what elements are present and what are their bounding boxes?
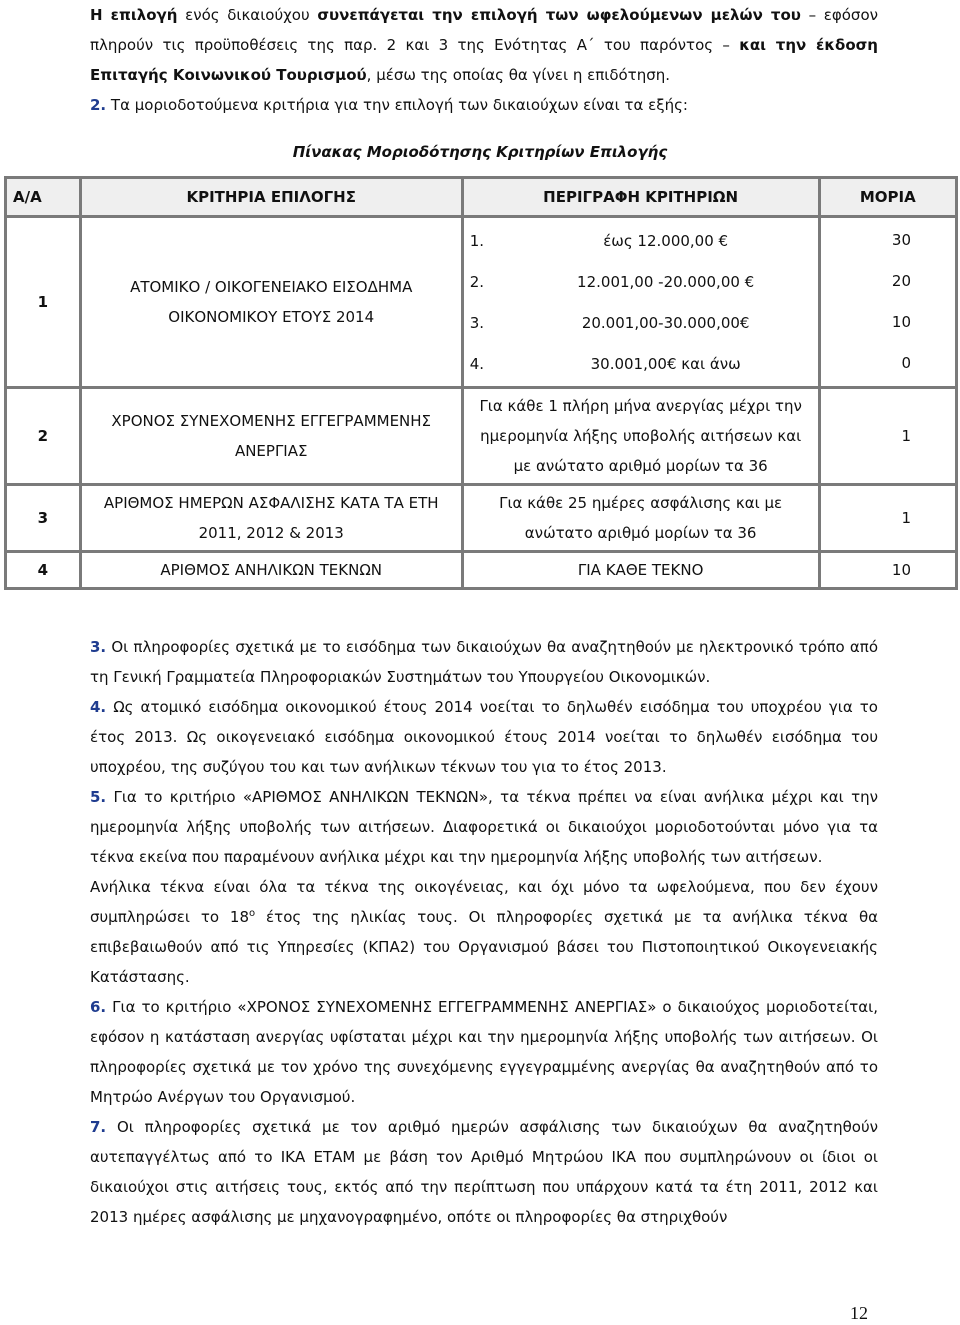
points-cell: 1	[821, 486, 955, 550]
points-cell: 10	[821, 553, 955, 587]
row-number: 1	[7, 218, 79, 386]
band-points: 0	[901, 354, 911, 372]
criterion-line: ΟΙΚΟΝΟΜΙΚΟΥ ΕΤΟΥΣ 2014	[168, 308, 375, 326]
description-line: ημερομηνία λήξης υποβολής αιτήσεων και	[480, 427, 802, 445]
points-cell: 1	[821, 389, 955, 483]
page-number: 12	[850, 1303, 868, 1323]
table-row-income	[7, 218, 955, 386]
band-points: 20	[891, 272, 911, 290]
criterion-cell: ΑΡΙΘΜΟΣ ΑΝΗΛΙΚΩΝ ΤΕΚΝΩΝ	[82, 553, 461, 587]
description-line: Για κάθε 25 ημέρες ασφάλισης και με	[499, 494, 783, 512]
income-band: 3. 20.001,00-30.000,00€	[469, 313, 750, 332]
intro-paragraph	[90, 0, 878, 120]
criterion-line: ΧΡΟΝΟΣ ΣΥΝΕΧΟΜΕΝΗΣ ΕΓΓΕΓΡΑΜΜΕΝΗΣ	[111, 412, 432, 430]
description-line: ανώτατο αριθμό μορίων τα 36	[524, 524, 757, 542]
table-header-row	[7, 179, 955, 215]
table-row-unemployment	[7, 389, 955, 483]
intro-criteria-text: 2. Τα μοριοδοτούμενα κριτήρια για την επιλογή των δικαιούχων είναι τα εξής:	[90, 96, 688, 114]
header-description: ΠΕΡΙΓΡΑΦΗ ΚΡΙΤΗΡΙΩΝ	[464, 179, 818, 215]
note-5-minors: Ανήλικα τέκνα είναι όλα τα τέκνα της οικογένειας, και όχι μόνο τα ωφελούμενα, που δεν έχουν συμπληρώσει το $18^o$ έτος της ηλικίας τους. Οι πληροφορίες σχετικά με τα ανήλικα τέκνα θα επιβεβαιωθούν από τις Υπηρεσίες (ΚΠΑ2) του Οργανισμού βάσει του Πιστοποιητικού Οικογενειακής Κατάστασης.	[90, 878, 879, 986]
description-line: Για κάθε 1 πλήρη μήνα ανεργίας μέχρι την	[479, 397, 802, 415]
row-number: 4	[7, 553, 79, 587]
header-aa: Α/Α	[7, 179, 79, 215]
description-cell: ΓΙΑ ΚΑΘΕ ΤΕΚΝΟ	[464, 553, 818, 587]
table-title: Πίνακας Μοριοδότησης Κριτηρίων Επιλογής	[292, 143, 668, 161]
table-row-children	[7, 553, 955, 587]
criterion-cell	[82, 389, 461, 483]
description-line: με ανώτατο αριθμό μορίων τα 36	[513, 457, 768, 475]
table-row-insurance	[7, 486, 955, 550]
intro-selection-text: Η επιλογή ενός δικαιούχου συνεπάγεται την επιλογή των ωφελούμενων μελών του – εφόσον πληρούν τις προϋποθέσεις της παρ. 2 και 3 της Ενότητας Α΄ του παρόντος – και την έκδοση Επιταγής Κοινωνικού Τουρισμού, μέσω της οποίας θα γίνει η επιδότηση.	[90, 6, 878, 84]
criterion-line: ΑΝΕΡΓΙΑΣ	[234, 442, 308, 460]
header-points: ΜΟΡΙΑ	[821, 179, 955, 215]
criterion-line: ΑΡΙΘΜΟΣ ΗΜΕΡΩΝ ΑΣΦΑΛΙΣΗΣ ΚΑΤΑ ΤΑ ΕΤΗ	[103, 494, 439, 512]
criterion-cell	[82, 218, 461, 386]
income-bands-cell	[464, 218, 818, 386]
criteria-table	[4, 176, 958, 590]
band-points: 30	[891, 231, 911, 249]
row-number: 2	[7, 389, 79, 483]
note-3: 3. Οι πληροφορίες σχετικά με το εισόδημα των δικαιούχων θα αναζητηθούν με ηλεκτρονικό τρόπο από τη Γενική Γραμματεία Πληροφοριακών Συστημάτων του Υπουργείου Οικονομικών.	[90, 638, 878, 686]
criterion-line: 2011, 2012 & 2013	[198, 524, 344, 542]
description-cell	[464, 486, 818, 550]
band-points: 10	[891, 313, 911, 331]
income-band: 4. 30.001,00€ και άνω	[469, 354, 741, 373]
income-band: 1. έως 12.000,00 €	[469, 231, 729, 250]
income-bands	[470, 220, 812, 384]
income-points-cell	[821, 218, 955, 386]
criterion-line: ΑΤΟΜΙΚΟ / ΟΙΚΟΓΕΝΕΙΑΚΟ ΕΙΣΟΔΗΜΑ	[130, 278, 413, 296]
header-criteria: ΚΡΙΤΗΡΙΑ ΕΠΙΛΟΓΗΣ	[82, 179, 461, 215]
note-4: 4. Ως ατομικό εισόδημα οικονομικού έτους 2014 νοείται το δηλωθέν εισόδημα του υποχρέου για το έτος 2013. Ως οικογενειακό εισόδημα οικονομικού έτους 2014 νοείται το δηλωθέν εισόδημα του υποχρέου, της συζύγου του και των ανήλικων τέκνων του για το έτος 2013.	[90, 698, 878, 776]
notes-section	[90, 632, 878, 1232]
description-cell	[464, 389, 818, 483]
row-number: 3	[7, 486, 79, 550]
income-band: 2. 12.001,00 -20.000,00 €	[469, 272, 755, 291]
criterion-cell	[82, 486, 461, 550]
note-5: 5. Για το κριτήριο «ΑΡΙΘΜΟΣ ΑΝΗΛΙΚΩΝ ΤΕΚΝΩΝ», τα τέκνα πρέπει να είναι ανήλικα μέχρι και την ημερομηνία λήξης υποβολής των αιτήσεων. Διαφορετικά οι δικαιούχοι μοριοδοτούνται μόνο για τα τέκνα εκείνα που παραμένουν ανήλικα μέχρι και την ημερομηνία λήξης υποβολής των αιτήσεων.	[90, 788, 878, 866]
note-6: 6. Για το κριτήριο «ΧΡΟΝΟΣ ΣΥΝΕΧΟΜΕΝΗΣ ΕΓΓΕΓΡΑΜΜΕΝΗΣ ΑΝΕΡΓΙΑΣ» ο δικαιούχος μοριοδοτείται, εφόσον η κατάσταση ανεργίας υφίσταται μέχρι και την ημερομηνία λήξης υποβολής των αιτήσεων. Οι πληροφορίες σχετικά με τον χρόνο της συνεχόμενης εγγεγραμμένης ανεργίας θα αναζητηθούν από το Μητρώο Ανέργων του Οργανισμού.	[90, 998, 878, 1106]
note-7: 7. Οι πληροφορίες σχετικά με τον αριθμό ημερών ασφάλισης των δικαιούχων θα αναζητηθούν αυτεπαγγέλτως από το ΙΚΑ ΕΤΑΜ με βάση τον Αριθμό Μητρώου ΙΚΑ που συμπληρώνουν οι ίδιοι οι δικαιούχοι στις αιτήσεις τους, εκτός από την περίπτωση που υπάρχουν κατά τα έτη 2011, 2012 και 2013 ημέρες ασφάλισης με μηχανογραφημένο, οπότε οι πληροφορίες θα στηριχθούν	[90, 1118, 878, 1226]
